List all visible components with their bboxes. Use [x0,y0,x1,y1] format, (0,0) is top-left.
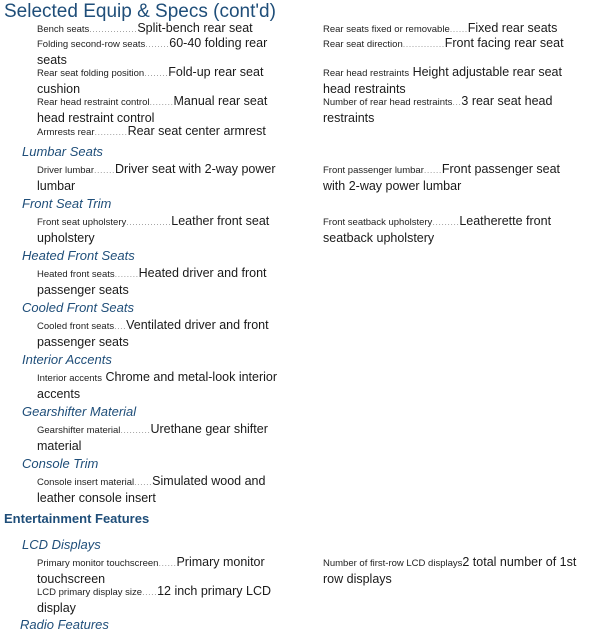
spec-label: Number of first-row LCD displays [323,558,463,569]
spec-value: Primary monitor touchscreen [37,555,265,586]
spec-driver-lumbar [37,162,290,193]
spec-label: Front seat upholstery [37,217,127,228]
spec-leader-dots: ...... [158,558,177,568]
spec-leader-dots: ............... [126,217,172,227]
spec-console-insert-material [37,474,290,505]
section-cooled-front-seats: Cooled Front Seats [22,300,135,315]
spec-value: Fold-up rear seat cushion [37,65,264,96]
section-gearshifter-material: Gearshifter Material [22,404,137,419]
spec-rear-head-restraint-control [37,94,290,125]
section-lcd-displays: LCD Displays [22,537,101,552]
spec-leader-dots: ........... [94,127,128,137]
spec-leader-dots: ......... [432,217,460,227]
section-console-trim: Console Trim [22,456,99,471]
spec-value: Heated driver and front passenger seats [37,266,267,297]
spec-number-first-row-lcd [323,555,578,586]
spec-label: Primary monitor touchscreen [37,558,159,569]
spec-label: Interior accents [37,373,102,384]
section-radio-features: Radio Features [20,617,109,632]
section-entertainment-features: Entertainment Features [4,511,150,526]
spec-front-seat-upholstery [37,214,290,245]
spec-label: Rear head restraint control [37,97,150,108]
spec-cooled-front-seats [37,318,290,349]
spec-value: 3 rear seat head restraints [323,94,553,125]
spec-primary-monitor-touchscreen [37,555,290,586]
spec-label: Number of rear head restraints [323,97,453,108]
spec-value: Driver seat with 2-way power lumbar [37,162,276,193]
spec-value: 2 total number of 1st row displays [323,555,577,586]
spec-label: Armrests rear [37,127,95,138]
spec-value: Height adjustable rear seat head restraints [323,65,562,96]
spec-value: Front passenger seat with 2-way power lumbar [323,162,560,193]
spec-label: Front passenger lumbar [323,165,424,176]
spec-leader-dots: ... [452,97,462,107]
spec-heated-front-seats [37,266,290,297]
section-front-seat-trim: Front Seat Trim [22,196,112,211]
spec-leader-dots: ........ [114,269,139,279]
spec-value: Chrome and metal-look interior accents [37,370,278,401]
spec-label: Rear seat folding position [37,68,145,79]
spec-leader-dots: ........ [144,68,169,78]
spec-leader-dots: ...... [134,477,153,487]
spec-value: Ventilated driver and front passenger seats [37,318,269,349]
spec-label: Heated front seats [37,269,115,280]
spec-label: LCD primary display size [37,587,143,598]
spec-leader-dots: .............. [402,39,445,49]
spec-gearshifter-material [37,422,290,453]
spec-leader-dots: .... [114,321,127,331]
spec-value: Rear seat center armrest [127,124,266,138]
spec-interior-accents [37,370,290,401]
spec-rear-seat-direction [323,36,578,53]
spec-front-passenger-lumbar [323,162,578,193]
spec-label: Rear seats fixed or removable [323,24,450,35]
spec-leader-dots: ........ [149,97,174,107]
spec-label: Front seatback upholstery [323,217,433,228]
spec-lcd-primary-display-size [37,584,290,615]
spec-label: Folding second-row seats [37,39,146,50]
spec-leader-dots: ...... [449,24,468,34]
spec-leader-dots: ........ [145,39,170,49]
spec-label: Cooled front seats [37,321,115,332]
spec-armrests-rear [37,124,290,141]
section-heated-front-seats: Heated Front Seats [22,248,135,263]
spec-rear-seat-folding [37,65,290,96]
spec-leader-dots: ...... [423,165,442,175]
spec-leader-dots: ................ [89,24,138,34]
spec-label: Rear seat direction [323,39,403,50]
spec-label: Bench seats [37,24,90,35]
spec-label: Gearshifter material [37,425,121,436]
spec-value: 60-40 folding rear seats [37,36,268,67]
spec-value: Leather front seat upholstery [37,214,270,245]
spec-value: 12 inch primary LCD display [37,584,272,615]
spec-front-seatback-upholstery [323,214,578,245]
page-title: Selected Equip & Specs (cont'd) [4,1,276,22]
spec-folding-second-row [37,36,290,67]
spec-number-rear-head-restraints [323,94,578,125]
section-interior-accents: Interior Accents [22,352,112,367]
spec-value: Leatherette front seatback upholstery [323,214,552,245]
spec-leader-dots: ....... [94,165,116,175]
spec-value: Fixed rear seats [467,21,558,35]
spec-value: Urethane gear shifter material [37,422,268,453]
spec-value: Manual rear seat head restraint control [37,94,268,125]
spec-label: Console insert material [37,477,135,488]
spec-value: Simulated wood and leather console insert [37,474,266,505]
spec-leader-dots: .......... [120,425,151,435]
spec-leader-dots: ..... [142,587,158,597]
spec-label: Driver lumbar [37,165,95,176]
spec-label: Rear head restraints [323,68,410,79]
spec-value: Front facing rear seat [444,36,564,50]
spec-rear-head-restraints [323,65,578,96]
section-lumbar-seats: Lumbar Seats [22,144,103,159]
spec-value: Split-bench rear seat [137,21,253,35]
